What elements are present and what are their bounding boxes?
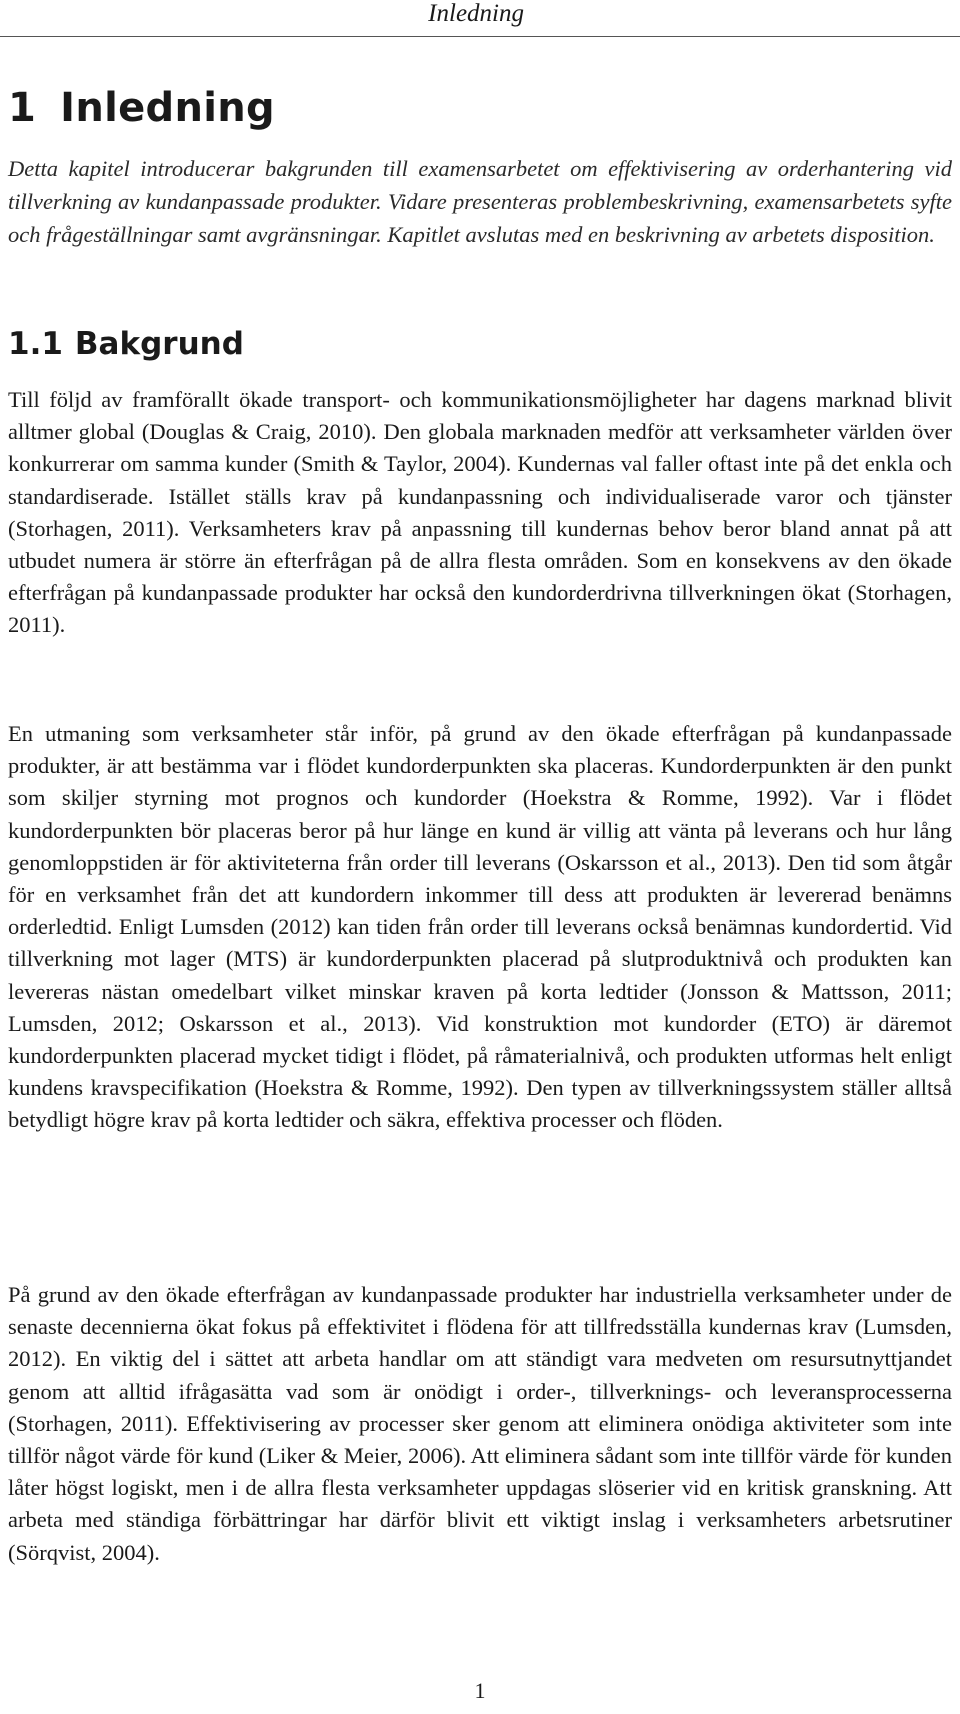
section-number: 1.1 <box>8 326 63 362</box>
running-header-title: Inledning <box>428 0 524 27</box>
chapter-number: 1 <box>8 85 37 131</box>
chapter-title: Inledning <box>60 85 275 131</box>
paragraph-3: På grund av den ökade efterfrågan av kundanpassade produkter har industriella verksamheter under de senaste decennierna ökat fokus på effektivitet i flödena för att tillfredsställa kundernas krav (Lumsden, 2012). En viktig del i sättet att arbeta handlar om att ständigt vara medveten om resursutnyttjandet genom att alltid ifrågasätta vad som är onödigt i order-, tillverknings- och leveransprocesserna (Storhagen, 2011). Effektivisering av processer sker genom att eliminera onödiga aktiviteter som inte tillför något värde för kund (Liker & Meier, 2006). Att eliminera sådant som inte tillför värde för kunden låter högst logiskt, men i de allra flesta verksamheter uppdagas slöserier vid en kritisk granskning. Att arbeta med ständiga förbättringar har därför blivit ett viktigt inslag i verksamheters arbetsrutiner (Sörqvist, 2004). <box>8 1282 952 1565</box>
section-title: Bakgrund <box>74 326 244 362</box>
page-number: 1 <box>474 1678 486 1703</box>
chapter-intro: Detta kapitel introducerar bakgrunden till examensarbetet om effektivisering av orderhantering vid tillverkning av kundanpassade produkter. Vidare presenteras problembeskrivning, examensarbetets syfte och frågeställningar samt avgränsningar. Kapitlet avslutas med en beskrivning av arbetets disposition. <box>8 156 952 247</box>
chapter-heading <box>8 84 275 132</box>
paragraph-2: En utmaning som verksamheter står inför, på grund av den ökade efterfrågan på kundanpassade produkter, är att bestämma var i flödet kundorderpunkten ska placeras. Kundorderpunkten är den punkt som skiljer styrning mot prognos och kundorder (Hoekstra & Romme, 1992). Var i flödet kundorderpunkten bör placeras beror på hur länge en kund är villig att vänta på leverans och hur lång genomloppstiden är för aktiviteterna från order till leverans (Oskarsson et al., 2013). Den tid som åtgår för en verksamhet från det att kundordern inkommer till dess att produkten är levererad benämns orderledtid. Enligt Lumsden (2012) kan tiden från order till leverans också benämnas kundordertid. Vid tillverkning mot lager (MTS) är kundorderpunkten placerad på slutproduktnivå och produkten kan levereras nästan omedelbart vilket minskar kraven på korta ledtider (Jonsson & Mattsson, 2011; Lumsden, 2012; Oskarsson et al., 2013). Vid konstruktion mot kundorder (ETO) är däremot kundorderpunkten placerad mycket tidigt i flödet, på råmaterialnivå, och produkten utformas helt enligt kundens kravspecifikation (Hoekstra & Romme, 1992). Den typen av tillverkningssystem ställer alltså betydligt högre krav på korta ledtider och säkra, effektiva processer och flöden. <box>8 721 952 1133</box>
running-header <box>0 0 960 37</box>
section-heading <box>8 324 244 364</box>
paragraph-1: Till följd av framförallt ökade transport- och kommunikationsmöjligheter har dagens marknad blivit alltmer global (Douglas & Craig, 2010). Den globala marknaden medför att verksamheter världen över konkurrerar om samma kunder (Smith & Taylor, 2004). Kundernas val faller oftast inte på det enkla och standardiserade. Istället ställs krav på kundanpassning och individualiserade varor och tjänster (Storhagen, 2011). Verksamheters krav på anpassning till kundernas behov beror bland annat på att utbudet numera är större än efterfrågan på de allra flesta områden. Som en konsekvens av den ökade efterfrågan på kundanpassade produkter har också den kundorderdrivna tillverkningen ökat (Storhagen, 2011). <box>8 387 952 638</box>
